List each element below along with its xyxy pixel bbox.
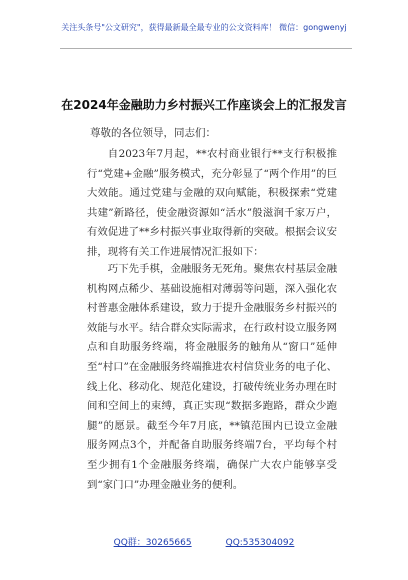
salutation: 尊敬的各位领导，同志们： (90, 127, 216, 139)
qq-number: QQ:535304092 (225, 538, 295, 548)
body-paragraph-2: 巧下先手棋，金融服务无死角。聚焦农村基层金融机构网点稀少、基础设施相对薄弱等问题，深入强化农村普惠金融体系建设，致力于提升金融服务乡村振兴的效能与水平。结合群众实际需求，在行政村设立服务网点和自助服务终端，将金融服务的触角从“窗口”延伸至“村口”在金融服务终端推进农村信贷业务的电子化、线上化、移动化、规范化建设，打破传统业务办理在时间和空间上的束缚，真正实现“数据多跑路，群众少跑腿”的愿景。截至今年7月底，**镇范围内已设立金融服务网点3个，并配备自助服务终端7台，平均每个村至少拥有1个金融服务终端，确保广大农户能够享受到“家门口”办理金融业务的便利。 (87, 263, 337, 491)
footer-contact (0, 535, 408, 548)
header-divider (60, 48, 352, 49)
document-title: 在2024年金融助力乡村振兴工作座谈会上的汇报发言 (61, 98, 347, 112)
header-banner: 关注头条号"公文研究"，获得最新最全最专业的公文资料库！ 微信：gongwenyj (61, 23, 347, 32)
qq-group-number: QQ群：30265665 (113, 538, 192, 548)
body-paragraph-1: 自2023年7月起，**农村商业银行**支行积极推行“党建+金融”服务模式，充分彰显了“两个作用”的巨大效能。通过党建与金融的双向赋能，积极探索“党建共建”新路径，使金融资源如“活水”般滋润千家万户，有效促进了**乡村振兴事业取得新的突破。根据会议安排，现将有关工作进展情况汇报如下： (87, 148, 337, 258)
